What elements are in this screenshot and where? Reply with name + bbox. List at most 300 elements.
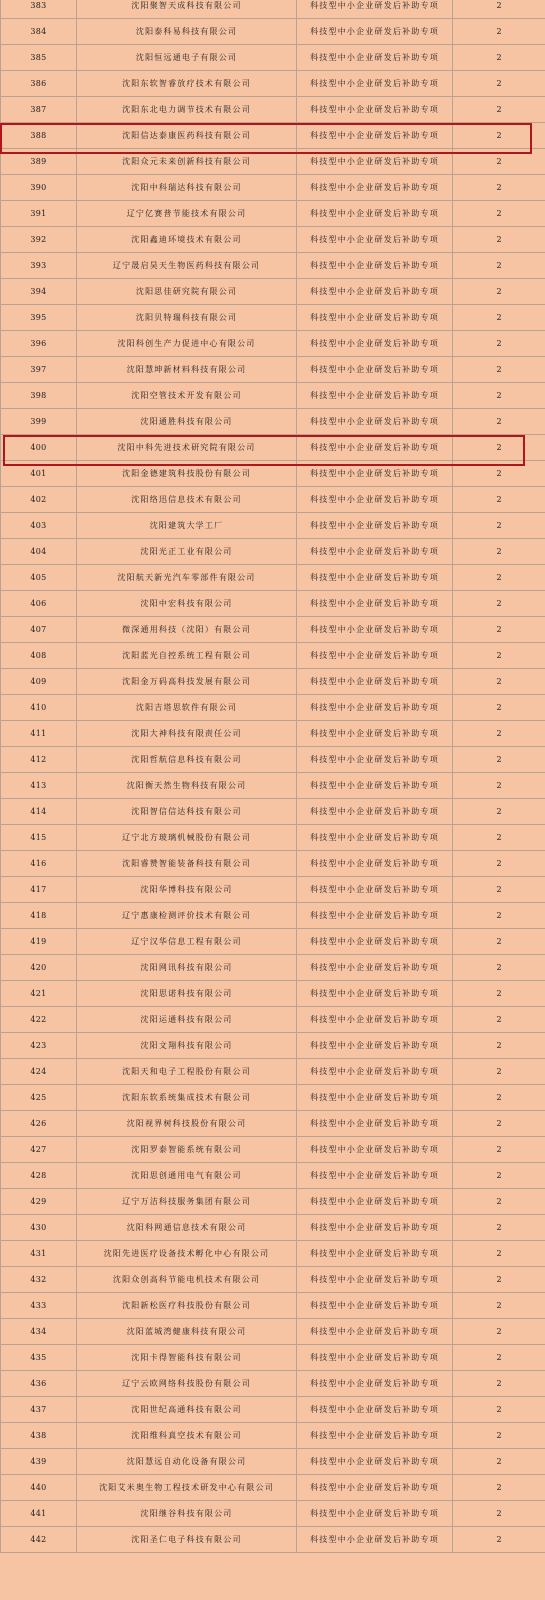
row-number: 392 [1,227,77,253]
project-name: 科技型中小企业研发后补助专项 [297,71,453,97]
table-row [1,695,545,721]
table-row [1,877,545,903]
project-name: 科技型中小企业研发后补助专项 [297,903,453,929]
score-value: 2 [453,721,545,747]
project-name: 科技型中小企业研发后补助专项 [297,825,453,851]
score-value: 2 [453,0,545,19]
project-name: 科技型中小企业研发后补助专项 [297,1319,453,1345]
table-row [1,331,545,357]
table-row [1,123,545,149]
project-name: 科技型中小企业研发后补助专项 [297,461,453,487]
score-value: 2 [453,1007,545,1033]
table-body [1,0,545,1553]
table-row [1,1033,545,1059]
row-number: 421 [1,981,77,1007]
row-number: 441 [1,1501,77,1527]
score-value: 2 [453,253,545,279]
company-name: 沈阳哲航信息科技有限公司 [77,747,297,773]
company-name: 沈阳航天新光汽车零部件有限公司 [77,565,297,591]
score-value: 2 [453,1163,545,1189]
table-row [1,461,545,487]
row-number: 419 [1,929,77,955]
score-value: 2 [453,1189,545,1215]
company-name: 辽宁云欧网络科技股份有限公司 [77,1371,297,1397]
table-row [1,1059,545,1085]
table-row [1,1319,545,1345]
table-row [1,539,545,565]
table-row [1,1111,545,1137]
project-name: 科技型中小企业研发后补助专项 [297,1475,453,1501]
score-value: 2 [453,71,545,97]
company-name: 辽宁汉华信息工程有限公司 [77,929,297,955]
company-name: 沈阳通胜科技有限公司 [77,409,297,435]
table-row [1,1501,545,1527]
table-row [1,0,545,19]
company-name: 沈阳慧坤新材料科技有限公司 [77,357,297,383]
row-number: 440 [1,1475,77,1501]
row-number: 438 [1,1423,77,1449]
table-row [1,669,545,695]
project-name: 科技型中小企业研发后补助专项 [297,175,453,201]
project-name: 科技型中小企业研发后补助专项 [297,201,453,227]
project-name: 科技型中小企业研发后补助专项 [297,383,453,409]
score-value: 2 [453,461,545,487]
score-value: 2 [453,903,545,929]
project-name: 科技型中小企业研发后补助专项 [297,1033,453,1059]
company-name: 沈阳继谷科技有限公司 [77,1501,297,1527]
row-number: 439 [1,1449,77,1475]
table-row [1,851,545,877]
score-value: 2 [453,45,545,71]
company-name: 沈阳众创高科节能电机技术有限公司 [77,1267,297,1293]
score-value: 2 [453,591,545,617]
company-name: 辽宁北方玻璃机械股份有限公司 [77,825,297,851]
table-row [1,643,545,669]
row-number: 407 [1,617,77,643]
company-name: 沈阳世纪高通科技有限公司 [77,1397,297,1423]
row-number: 427 [1,1137,77,1163]
score-value: 2 [453,747,545,773]
row-number: 425 [1,1085,77,1111]
project-name: 科技型中小企业研发后补助专项 [297,617,453,643]
row-number: 396 [1,331,77,357]
project-name: 科技型中小企业研发后补助专项 [297,1007,453,1033]
company-name: 沈阳思佳研究院有限公司 [77,279,297,305]
company-name: 沈阳吉塔思软件有限公司 [77,695,297,721]
score-value: 2 [453,279,545,305]
row-number: 404 [1,539,77,565]
score-value: 2 [453,1111,545,1137]
score-value: 2 [453,1501,545,1527]
score-value: 2 [453,1033,545,1059]
project-name: 科技型中小企业研发后补助专项 [297,19,453,45]
project-name: 科技型中小企业研发后补助专项 [297,643,453,669]
table-row [1,383,545,409]
project-name: 科技型中小企业研发后补助专项 [297,149,453,175]
score-value: 2 [453,669,545,695]
project-name: 科技型中小企业研发后补助专项 [297,227,453,253]
company-name: 辽宁惠康检测评价技术有限公司 [77,903,297,929]
company-name: 沈阳蓝光自控系统工程有限公司 [77,643,297,669]
project-name: 科技型中小企业研发后补助专项 [297,0,453,19]
project-name: 科技型中小企业研发后补助专项 [297,1241,453,1267]
company-name: 沈阳天和电子工程股份有限公司 [77,1059,297,1085]
project-name: 科技型中小企业研发后补助专项 [297,513,453,539]
company-name: 沈阳金德建筑科技股份有限公司 [77,461,297,487]
table-row [1,227,545,253]
project-name: 科技型中小企业研发后补助专项 [297,279,453,305]
company-name: 沈阳网讯科技有限公司 [77,955,297,981]
company-name: 沈阳科网通信息技术有限公司 [77,1215,297,1241]
score-value: 2 [453,149,545,175]
table-row [1,1007,545,1033]
table-row [1,799,545,825]
company-name: 沈阳蓝城湾健康科技有限公司 [77,1319,297,1345]
score-value: 2 [453,357,545,383]
project-name: 科技型中小企业研发后补助专项 [297,1085,453,1111]
row-number: 409 [1,669,77,695]
table-row [1,825,545,851]
project-name: 科技型中小企业研发后补助专项 [297,1293,453,1319]
project-name: 科技型中小企业研发后补助专项 [297,253,453,279]
table-row [1,747,545,773]
project-name: 科技型中小企业研发后补助专项 [297,1345,453,1371]
company-name: 沈阳思创通用电气有限公司 [77,1163,297,1189]
score-value: 2 [453,1293,545,1319]
project-name: 科技型中小企业研发后补助专项 [297,539,453,565]
company-name: 沈阳信达泰康医药科技有限公司 [77,123,297,149]
table-row [1,71,545,97]
table-row [1,1475,545,1501]
row-number: 431 [1,1241,77,1267]
project-name: 科技型中小企业研发后补助专项 [297,1371,453,1397]
company-name: 辽宁亿赛普节能技术有限公司 [77,201,297,227]
project-name: 科技型中小企业研发后补助专项 [297,123,453,149]
row-number: 434 [1,1319,77,1345]
table-row [1,721,545,747]
company-name: 沈阳聚智天成科技有限公司 [77,0,297,19]
score-value: 2 [453,851,545,877]
project-name: 科技型中小企业研发后补助专项 [297,1501,453,1527]
score-value: 2 [453,1059,545,1085]
row-number: 423 [1,1033,77,1059]
table-row [1,45,545,71]
company-name: 沈阳卡得智能科技有限公司 [77,1345,297,1371]
company-name: 沈阳金万码高科技发展有限公司 [77,669,297,695]
score-value: 2 [453,305,545,331]
row-number: 424 [1,1059,77,1085]
company-name: 沈阳大神科技有限责任公司 [77,721,297,747]
score-value: 2 [453,539,545,565]
table-row [1,1241,545,1267]
row-number: 433 [1,1293,77,1319]
score-value: 2 [453,1371,545,1397]
table-row [1,149,545,175]
row-number: 428 [1,1163,77,1189]
row-number: 420 [1,955,77,981]
project-name: 科技型中小企业研发后补助专项 [297,1215,453,1241]
table-row [1,435,545,461]
company-name: 沈阳先进医疗设备技术孵化中心有限公司 [77,1241,297,1267]
score-value: 2 [453,201,545,227]
score-value: 2 [453,383,545,409]
score-value: 2 [453,773,545,799]
company-name: 沈阳睿赞智能装备科技有限公司 [77,851,297,877]
project-name: 科技型中小企业研发后补助专项 [297,331,453,357]
row-number: 413 [1,773,77,799]
score-value: 2 [453,1267,545,1293]
table-row [1,1527,545,1553]
company-name: 沈阳光正工业有限公司 [77,539,297,565]
row-number: 402 [1,487,77,513]
table-row [1,565,545,591]
project-name: 科技型中小企业研发后补助专项 [297,45,453,71]
row-number: 394 [1,279,77,305]
row-number: 410 [1,695,77,721]
row-number: 401 [1,461,77,487]
table-row [1,1137,545,1163]
score-value: 2 [453,1397,545,1423]
company-name: 沈阳科创生产力促进中心有限公司 [77,331,297,357]
table-row [1,1085,545,1111]
table-row [1,1189,545,1215]
project-name: 科技型中小企业研发后补助专项 [297,357,453,383]
row-number: 415 [1,825,77,851]
table-row [1,773,545,799]
company-name: 沈阳视界树科技股份有限公司 [77,1111,297,1137]
company-name: 沈阳贝特瑞科技有限公司 [77,305,297,331]
score-value: 2 [453,565,545,591]
table-row [1,955,545,981]
row-number: 408 [1,643,77,669]
row-number: 388 [1,123,77,149]
row-number: 393 [1,253,77,279]
project-name: 科技型中小企业研发后补助专项 [297,1397,453,1423]
project-name: 科技型中小企业研发后补助专项 [297,1111,453,1137]
company-name: 沈阳文翔科技有限公司 [77,1033,297,1059]
row-number: 397 [1,357,77,383]
score-value: 2 [453,19,545,45]
company-name: 沈阳思诺科技有限公司 [77,981,297,1007]
table-row [1,97,545,123]
row-number: 386 [1,71,77,97]
company-name: 沈阳运通科技有限公司 [77,1007,297,1033]
row-number: 422 [1,1007,77,1033]
row-number: 411 [1,721,77,747]
company-name: 沈阳恒远通电子有限公司 [77,45,297,71]
score-value: 2 [453,799,545,825]
score-value: 2 [453,409,545,435]
project-name: 科技型中小企业研发后补助专项 [297,1137,453,1163]
row-number: 389 [1,149,77,175]
project-name: 科技型中小企业研发后补助专项 [297,1267,453,1293]
score-value: 2 [453,877,545,903]
table-row [1,253,545,279]
score-value: 2 [453,331,545,357]
table-row [1,929,545,955]
project-name: 科技型中小企业研发后补助专项 [297,747,453,773]
row-number: 435 [1,1345,77,1371]
row-number: 406 [1,591,77,617]
company-name: 沈阳新松医疗科技股份有限公司 [77,1293,297,1319]
table-row [1,357,545,383]
table-row [1,1215,545,1241]
score-value: 2 [453,1319,545,1345]
table-row [1,513,545,539]
row-number: 385 [1,45,77,71]
table-row [1,409,545,435]
row-number: 442 [1,1527,77,1553]
project-name: 科技型中小企业研发后补助专项 [297,97,453,123]
project-name: 科技型中小企业研发后补助专项 [297,851,453,877]
project-name: 科技型中小企业研发后补助专项 [297,591,453,617]
row-number: 430 [1,1215,77,1241]
row-number: 400 [1,435,77,461]
row-number: 437 [1,1397,77,1423]
row-number: 391 [1,201,77,227]
table-row [1,903,545,929]
score-value: 2 [453,487,545,513]
row-number: 429 [1,1189,77,1215]
score-value: 2 [453,955,545,981]
score-value: 2 [453,643,545,669]
row-number: 398 [1,383,77,409]
company-name: 沈阳东北电力调节技术有限公司 [77,97,297,123]
table-row [1,1267,545,1293]
row-number: 405 [1,565,77,591]
score-value: 2 [453,175,545,201]
score-value: 2 [453,1085,545,1111]
company-name: 沈阳中宏科技有限公司 [77,591,297,617]
score-value: 2 [453,513,545,539]
score-value: 2 [453,981,545,1007]
table-row [1,175,545,201]
table-row [1,1423,545,1449]
score-value: 2 [453,1475,545,1501]
row-number: 417 [1,877,77,903]
score-value: 2 [453,1449,545,1475]
row-number: 436 [1,1371,77,1397]
row-number: 416 [1,851,77,877]
company-name: 沈阳罗泰智能系统有限公司 [77,1137,297,1163]
score-value: 2 [453,97,545,123]
project-name: 科技型中小企业研发后补助专项 [297,955,453,981]
table-row [1,617,545,643]
company-name: 辽宁万洁科技服务集团有限公司 [77,1189,297,1215]
project-name: 科技型中小企业研发后补助专项 [297,695,453,721]
score-value: 2 [453,825,545,851]
score-value: 2 [453,1215,545,1241]
row-number: 418 [1,903,77,929]
company-name: 沈阳艾米奥生物工程技术研发中心有限公司 [77,1475,297,1501]
table-row [1,1397,545,1423]
project-name: 科技型中小企业研发后补助专项 [297,1527,453,1553]
project-name: 科技型中小企业研发后补助专项 [297,487,453,513]
company-name: 沈阳维科真空技术有限公司 [77,1423,297,1449]
company-name: 辽宁晟启昊天生物医药科技有限公司 [77,253,297,279]
table-row [1,201,545,227]
project-name: 科技型中小企业研发后补助专项 [297,1189,453,1215]
row-number: 383 [1,0,77,19]
table-row [1,1163,545,1189]
row-number: 387 [1,97,77,123]
project-name: 科技型中小企业研发后补助专项 [297,929,453,955]
company-name: 微深通用科技（沈阳）有限公司 [77,617,297,643]
company-name: 沈阳泰科易科技有限公司 [77,19,297,45]
row-number: 414 [1,799,77,825]
company-name: 沈阳鑫迪环境技术有限公司 [77,227,297,253]
project-name: 科技型中小企业研发后补助专项 [297,721,453,747]
row-number: 395 [1,305,77,331]
project-name: 科技型中小企业研发后补助专项 [297,877,453,903]
project-name: 科技型中小企业研发后补助专项 [297,1163,453,1189]
project-name: 科技型中小企业研发后补助专项 [297,305,453,331]
table-row [1,305,545,331]
project-name: 科技型中小企业研发后补助专项 [297,435,453,461]
score-value: 2 [453,435,545,461]
table-row [1,981,545,1007]
table-row [1,1449,545,1475]
row-number: 399 [1,409,77,435]
row-number: 403 [1,513,77,539]
company-name: 沈阳东软系统集成技术有限公司 [77,1085,297,1111]
company-name: 沈阳华博科技有限公司 [77,877,297,903]
row-number: 390 [1,175,77,201]
company-name: 沈阳慧远自动化设备有限公司 [77,1449,297,1475]
score-value: 2 [453,695,545,721]
company-name: 沈阳中科瑞达科技有限公司 [77,175,297,201]
project-name: 科技型中小企业研发后补助专项 [297,565,453,591]
row-number: 432 [1,1267,77,1293]
project-name: 科技型中小企业研发后补助专项 [297,799,453,825]
company-name: 沈阳衡天然生物科技有限公司 [77,773,297,799]
row-number: 412 [1,747,77,773]
company-name: 沈阳中科先进技术研究院有限公司 [77,435,297,461]
table-row [1,1345,545,1371]
score-value: 2 [453,929,545,955]
project-name: 科技型中小企业研发后补助专项 [297,1449,453,1475]
table-row [1,487,545,513]
project-name: 科技型中小企业研发后补助专项 [297,1423,453,1449]
table-row [1,591,545,617]
company-name: 沈阳建筑大学工厂 [77,513,297,539]
company-name: 沈阳东软智睿放疗技术有限公司 [77,71,297,97]
score-value: 2 [453,1241,545,1267]
score-value: 2 [453,1345,545,1371]
project-name: 科技型中小企业研发后补助专项 [297,409,453,435]
table-row [1,19,545,45]
project-name: 科技型中小企业研发后补助专项 [297,773,453,799]
project-name: 科技型中小企业研发后补助专项 [297,981,453,1007]
company-name: 沈阳圣仁电子科技有限公司 [77,1527,297,1553]
company-name: 沈阳空管技术开发有限公司 [77,383,297,409]
company-name: 沈阳众元未来创新科技有限公司 [77,149,297,175]
project-name: 科技型中小企业研发后补助专项 [297,669,453,695]
score-value: 2 [453,1527,545,1553]
score-value: 2 [453,227,545,253]
row-number: 384 [1,19,77,45]
score-value: 2 [453,617,545,643]
table-row [1,1371,545,1397]
row-number: 426 [1,1111,77,1137]
score-value: 2 [453,1137,545,1163]
table-row [1,1293,545,1319]
company-name: 沈阳智信信达科技有限公司 [77,799,297,825]
company-name: 沈阳络迅信息技术有限公司 [77,487,297,513]
project-name: 科技型中小企业研发后补助专项 [297,1059,453,1085]
table-row [1,279,545,305]
score-value: 2 [453,123,545,149]
